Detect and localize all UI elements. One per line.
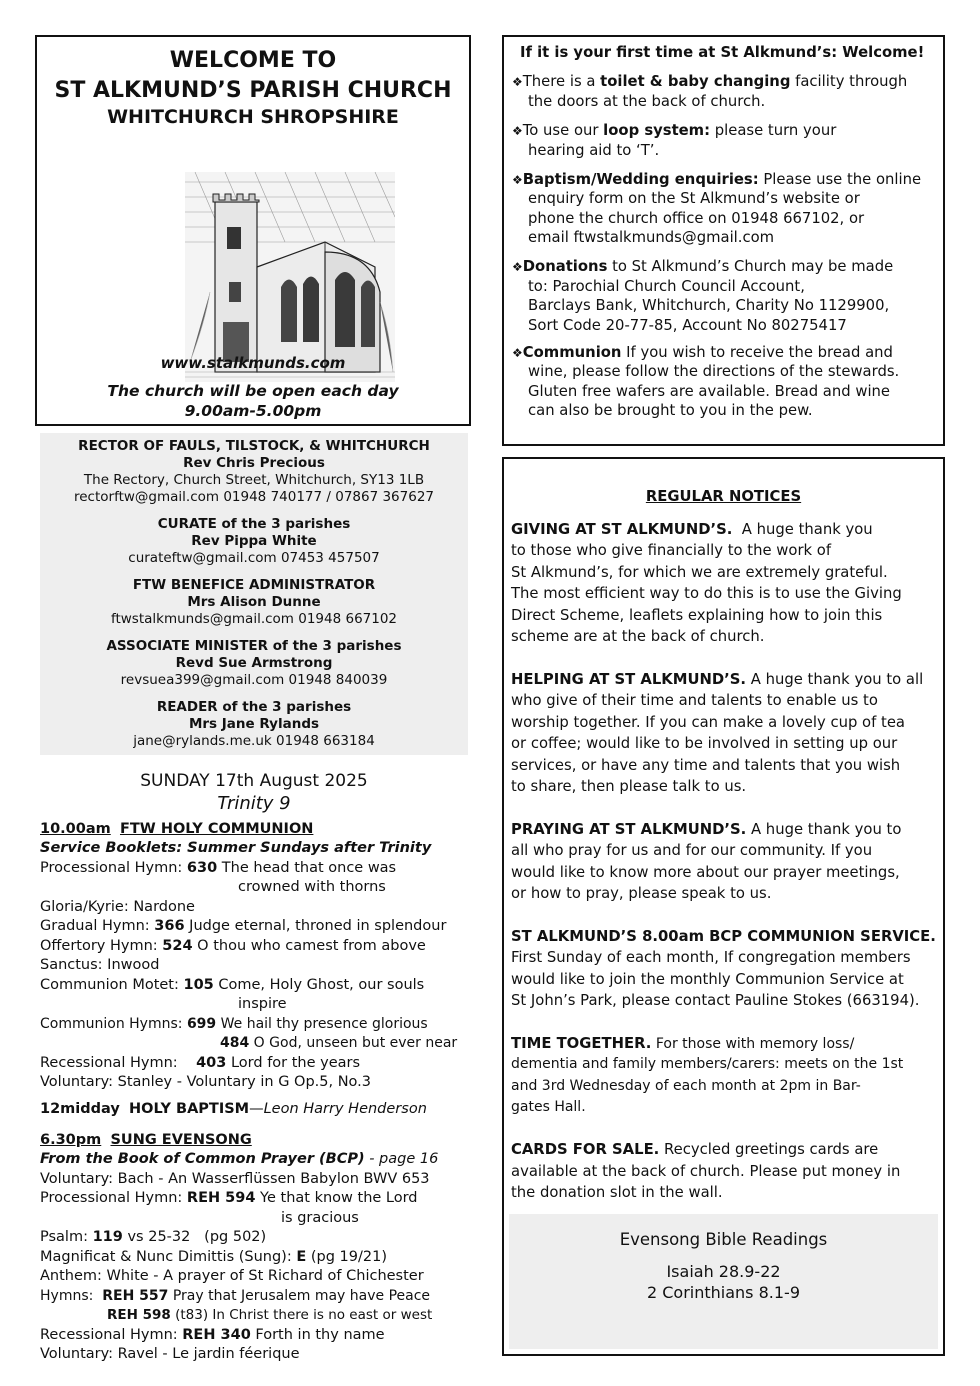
notice-line: St Alkmund’s, for which we are extremely grateful. [511, 564, 888, 581]
item-bold: Communion [522, 344, 622, 361]
notice-line: St John’s Park, please contact Pauline Stokes (663194). [511, 992, 920, 1009]
welcome-location: WHITCHURCH SHROPSHIRE [107, 106, 399, 128]
notice-line [511, 669, 923, 691]
first-time-item-line: wine, please follow the directions of the stewards. [528, 363, 900, 380]
contact-name: Revd Sue Armstrong [175, 655, 333, 671]
hymn-number: 630 [186, 860, 218, 876]
service-time: 6.30pm [40, 1132, 102, 1148]
hymn-number: E [296, 1249, 307, 1265]
hymn-title: O thou who camest from above [192, 938, 426, 954]
notice-heading: ST ALKMUND’S 8.00am BCP COMMUNION SERVICE. [511, 928, 936, 945]
notice-line: who give of their time and talents to enable us to [511, 692, 878, 709]
first-time-item-line: Barclays Bank, Whitchurch, Charity No 1129900, [528, 297, 890, 314]
notice-line: gates Hall. [511, 1099, 586, 1115]
hymn-line [40, 1287, 430, 1307]
hymn-title: The head that once was [217, 860, 397, 876]
contact-detail: ftwstalkmunds@gmail.com 01948 667102 [110, 611, 398, 627]
notice-line: or how to pray, please speak to us. [511, 885, 772, 902]
reading-1: Isaiah 28.9-22 [666, 1262, 781, 1281]
item-text: Please use the online [758, 171, 922, 188]
line-label: Magnificat & Nunc Dimittis (Sung): [40, 1249, 297, 1265]
notice-line: the donation slot in the wall. [511, 1184, 723, 1201]
first-time-item-line: email ftwstalkmunds@gmail.com [528, 229, 775, 246]
hymn-number: REH 340 [182, 1327, 251, 1343]
first-time-item [512, 121, 836, 142]
notice-heading: GIVING AT ST ALKMUND’S. [511, 521, 733, 538]
bcp-line [40, 1150, 438, 1170]
notices-title: REGULAR NOTICES [645, 488, 802, 505]
service-booklets: Service Booklets: Summer Sundays after Trinity [40, 840, 432, 856]
notice-line: worship together. If you can make a lovely cup of tea [511, 714, 905, 731]
bullet-icon: ❖ [512, 260, 523, 274]
line-label: Recessional Hymn: [40, 1327, 183, 1343]
contact-name: Mrs Alison Dunne [187, 594, 321, 610]
hymn-line: crowned with thorns [238, 879, 386, 895]
hymn-title: (t83) In Christ there is no east or west [170, 1307, 433, 1323]
line-label: Communion Motet: [40, 977, 184, 993]
notice-heading: CARDS FOR SALE. [511, 1141, 660, 1158]
opening-hours-line-1: The church will be open each day [107, 382, 399, 400]
notice-line: services, or have any time and talents that you wish [511, 757, 901, 774]
hymn-line: Voluntary: Bach - An Wasserflüssen Babylon BWV 653 [40, 1171, 430, 1187]
hymn-line: is gracious [281, 1210, 359, 1226]
notice-line: to those who give financially to the work of [511, 542, 832, 559]
notice-line: all who pray for us and for our community. If you [511, 842, 873, 859]
first-time-item-line: Gluten free wafers are available. Bread and wine [528, 383, 891, 400]
contact-detail: revsuea399@gmail.com 01948 840039 [120, 672, 388, 688]
hymn-number: 524 [162, 938, 193, 954]
hymn-line: Gloria/Kyrie: Nardone [40, 899, 195, 915]
notice-text: A huge thank you to all [746, 671, 924, 688]
service-heading [40, 820, 313, 840]
contact-role: RECTOR OF FAULS, TILSTOCK, & WHITCHURCH [78, 438, 430, 454]
church-sketch-image [185, 172, 395, 382]
notice-line: scheme are at the back of church. [511, 628, 765, 645]
hymn-line [40, 1326, 385, 1346]
baptism-candidate: Leon Harry Henderson [263, 1101, 427, 1117]
service-title: SUNG EVENSONG [110, 1132, 252, 1148]
first-time-item-line: can also be brought to you in the pew. [528, 402, 813, 419]
hymn-line: inspire [238, 996, 287, 1012]
hymn-line [220, 1034, 457, 1054]
notice-line: First Sunday of each month, If congregation members [511, 949, 911, 966]
regular-notices-box [502, 457, 945, 1356]
item-text: facility through [790, 73, 908, 90]
contact-role: READER of the 3 parishes [156, 699, 352, 715]
hymn-title: O God, unseen but ever near [249, 1035, 458, 1051]
hymn-line: Voluntary: Stanley - Voluntary in G Op.5, No.3 [40, 1074, 372, 1090]
item-bold: loop system: [603, 122, 711, 139]
first-time-heading: If it is your first time at St Alkmund’s: Welcome! [520, 44, 925, 61]
hymn-number: 699 [186, 1016, 217, 1032]
hymn-title: We hail thy presence glorious [216, 1016, 428, 1032]
service-title: HOLY BAPTISM [129, 1101, 250, 1117]
hymn-line: Voluntary: Ravel - Le jardin féerique [40, 1346, 300, 1362]
hymn-line: Anthem: White - A prayer of St Richard of Chichester [40, 1268, 424, 1284]
welcome-church-name: ST ALKMUND’S PARISH CHURCH [54, 78, 452, 103]
line-label: Offertory Hymn: [40, 938, 163, 954]
hymn-line [40, 937, 426, 957]
baptism-line [40, 1100, 427, 1120]
notice-line: would like to join the monthly Communion Service at [511, 971, 904, 988]
opening-hours-line-2: 9.00am-5.00pm [184, 402, 322, 420]
hymn-line: Sanctus: Inwood [40, 957, 160, 973]
notice-heading: HELPING AT ST ALKMUND’S. [511, 671, 747, 688]
notice-text: For those with memory loss/ [651, 1036, 855, 1052]
notice-line: The most efficient way to do this is to use the Giving [511, 585, 902, 602]
contact-detail: rectorftw@gmail.com 01948 740177 / 07867 367627 [73, 489, 435, 505]
notice-line [511, 1033, 854, 1056]
dash: — [249, 1101, 264, 1117]
bcp-page: - page 16 [364, 1151, 439, 1167]
notice-line [511, 519, 873, 541]
evensong-readings-panel [509, 1214, 938, 1349]
hymn-line [40, 1189, 418, 1209]
contact-role: CURATE of the 3 parishes [157, 516, 351, 532]
hymn-number: REH 557 [102, 1288, 169, 1304]
notice-heading: TIME TOGETHER. [511, 1035, 652, 1052]
notice-line: to share, then please talk to us. [511, 778, 747, 795]
notice-heading: PRAYING AT ST ALKMUND’S. [511, 821, 747, 838]
welcome-line-1: WELCOME TO [169, 48, 337, 73]
notice-line: or coffee; would like to be involved in setting up our [511, 735, 898, 752]
first-time-item-line: Sort Code 20-77-85, Account No 80275417 [528, 317, 847, 334]
contact-detail: curateftw@gmail.com 07453 457507 [128, 550, 380, 566]
contact-name: Rev Pippa White [191, 533, 317, 549]
notice-line: would like to know more about our prayer meetings, [511, 864, 900, 881]
service-time: 10.00am [40, 821, 111, 837]
line-label: Processional Hymn: [40, 1190, 187, 1206]
first-time-visitor-box [502, 35, 945, 446]
hymn-number: 105 [183, 977, 214, 993]
hymn-line [40, 1015, 428, 1035]
notice-line: and 3rd Wednesday of each month at 2pm in Bar- [511, 1078, 861, 1094]
line-label: Recessional Hymn: [40, 1055, 197, 1071]
contact-role: FTW BENEFICE ADMINISTRATOR [132, 577, 376, 593]
first-time-item [512, 343, 893, 364]
reading-2: 2 Corinthians 8.1-9 [646, 1283, 800, 1302]
item-bold: toilet & baby changing [600, 73, 791, 90]
first-time-item-line: enquiry form on the St Alkmund’s website or [528, 190, 860, 207]
contact-role: ASSOCIATE MINISTER of the 3 parishes [106, 638, 402, 654]
first-time-item [512, 170, 921, 191]
hymn-number: 403 [196, 1055, 227, 1071]
clergy-contacts-panel [40, 433, 468, 755]
hymn-line [40, 859, 396, 879]
hymn-title: Lord for the years [226, 1055, 361, 1071]
item-text: There is a [522, 73, 601, 90]
hymn-number: 366 [154, 918, 185, 934]
readings-title: Evensong Bible Readings [619, 1230, 828, 1249]
bullet-icon: ❖ [512, 173, 523, 187]
line-label: Processional Hymn: [40, 860, 187, 876]
bcp-title: From the Book of Common Prayer (BCP) [40, 1151, 365, 1167]
item-text: To use our [522, 122, 604, 139]
hymn-title: Judge eternal, throned in splendour [184, 918, 447, 934]
item-text: please turn your [710, 122, 837, 139]
liturgical-week: Trinity 9 [217, 793, 291, 814]
notice-line: available at the back of church. Please put money in [511, 1163, 901, 1180]
service-date: SUNDAY 17th August 2025 [140, 771, 368, 791]
hymn-line [40, 1054, 360, 1074]
hymn-title: Ye that know the Lord [255, 1190, 418, 1206]
bullet-icon: ❖ [512, 75, 523, 89]
hymn-title: vs 25-32 (pg 502) [122, 1229, 267, 1245]
line-label: Hymns: [40, 1288, 103, 1304]
notice-line [511, 1139, 878, 1161]
line-label: Gradual Hymn: [40, 918, 155, 934]
contact-name: Rev Chris Precious [183, 455, 325, 471]
first-time-item-line: hearing aid to ‘T’. [528, 142, 660, 159]
hymn-number: 484 [220, 1035, 250, 1051]
hymn-number: REH 598 [107, 1307, 171, 1323]
hymn-line [40, 976, 424, 996]
bullet-icon: ❖ [512, 346, 523, 360]
item-bold: Donations [522, 258, 608, 275]
contact-detail: jane@rylands.me.uk 01948 663184 [133, 733, 375, 749]
notice-line [511, 926, 936, 948]
hymn-title: Come, Holy Ghost, our souls [213, 977, 425, 993]
hymn-title: Pray that Jerusalem may have Peace [168, 1288, 431, 1304]
notice-text: A huge thank you to [746, 821, 902, 838]
first-time-item-line: the doors at the back of church. [528, 93, 766, 110]
service-heading [40, 1131, 252, 1151]
item-text: to St Alkmund’s Church may be made [607, 258, 894, 275]
notice-line: Direct Scheme, leaflets explaining how to join this [511, 607, 883, 624]
notice-line: dementia and family members/carers: meets on the 1st [511, 1056, 904, 1072]
notice-text: A huge thank you [732, 521, 873, 538]
hymn-title: Forth in thy name [250, 1327, 385, 1343]
first-time-item [512, 72, 907, 93]
contact-detail: The Rectory, Church Street, Whitchurch, SY13 1LB [83, 472, 425, 488]
hymn-title: (pg 19/21) [306, 1249, 387, 1265]
service-time: 12midday [40, 1101, 120, 1117]
line-label: Communion Hymns: [40, 1016, 187, 1032]
item-bold: Baptism/Wedding enquiries: [522, 171, 759, 188]
hymn-line [40, 917, 446, 937]
line-label: Psalm: [40, 1229, 93, 1245]
notice-line [511, 819, 901, 841]
first-time-item [512, 257, 893, 278]
welcome-box [35, 35, 471, 426]
hymn-line [40, 1248, 387, 1268]
hymn-number: REH 594 [186, 1190, 256, 1206]
first-time-item-line: to: Parochial Church Council Account, [528, 278, 805, 295]
notice-text: Recycled greetings cards are [659, 1141, 879, 1158]
hymn-line [107, 1306, 432, 1326]
item-text: If you wish to receive the bread and [621, 344, 893, 361]
first-time-item-line: phone the church office on 01948 667102, or [528, 210, 865, 227]
welcome-website: www.stalkmunds.com [160, 354, 346, 372]
hymn-number: 119 [92, 1229, 123, 1245]
bullet-icon: ❖ [512, 124, 523, 138]
hymn-line [40, 1228, 266, 1248]
service-title: FTW HOLY COMMUNION [119, 821, 314, 837]
contact-name: Mrs Jane Rylands [188, 716, 320, 732]
